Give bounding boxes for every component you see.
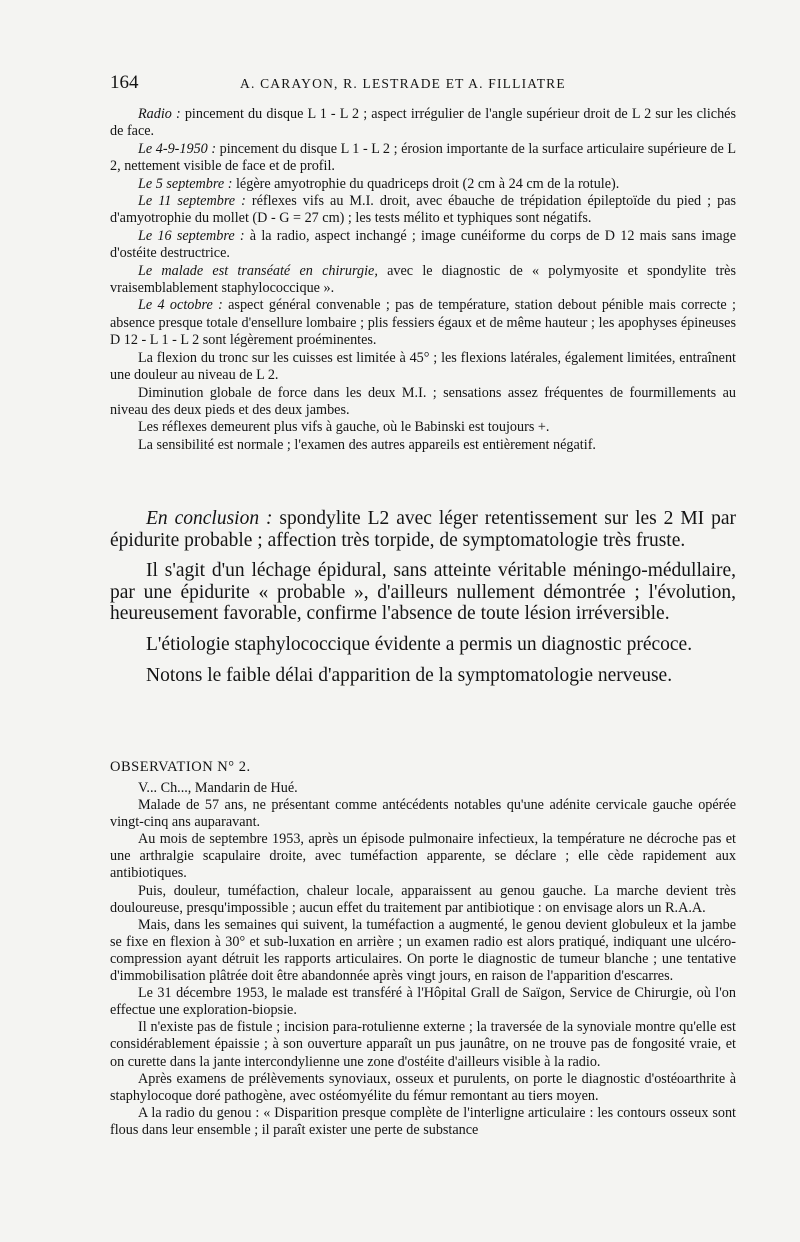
paragraph-text: La sensibilité est normale ; l'examen des autres appareils est entièrement négatif. xyxy=(138,436,596,453)
paragraph-lead: Le 4-9-1950 : xyxy=(138,140,217,157)
paragraph-text: Les réflexes demeurent plus vifs à gauche, où le Babinski est toujours +. xyxy=(138,419,550,436)
paragraph: Après examens de prélèvements synoviaux, osseux et purulents, on porte le diagnostic d'ostéoarthrite à staphylocoque doré pathogène, avec ostéomyélite du fémur remontant au tiers moyen. xyxy=(110,1070,736,1104)
paragraph: Le 31 décembre 1953, le malade est transféré à l'Hôpital Grall de Saïgon, Service de Chirurgie, où l'on effectue une exploration-biopsie. xyxy=(110,985,736,1019)
paragraph-text: avec le diagnostic de « polymyosite et spondylite très vraisemblablement staphylococcique ». xyxy=(110,262,736,297)
paragraph-lead: Le 4 octobre : xyxy=(138,297,223,314)
section-heading: OBSERVATION N° 2. xyxy=(110,759,251,775)
paragraph-text: pincement du disque L 1 - L 2 ; érosion importante de la surface articulaire supérieure de L 2, nettement visible de face et de profil. xyxy=(110,140,736,175)
paragraph xyxy=(110,228,736,263)
paragraph: Malade de 57 ans, ne présentant comme antécédents notables qu'une adénite cervicale gauche opérée vingt-cinq ans auparavant. xyxy=(110,797,736,831)
paragraph-lead: Le 5 septembre : xyxy=(138,175,233,192)
case-notes xyxy=(110,106,736,454)
paragraph xyxy=(110,560,736,625)
paragraph xyxy=(110,634,736,656)
paragraph: Il n'existe pas de fistule ; incision para-rotulienne externe ; la traversée de la synoviale montre qu'elle est considérablement épaissie ; à son ouverture apparaît un pus jaunâtre, on ne trouve pas de fongosité vraie, et on curette dans la jante intercondylienne une zone d'ostéite d'ailleurs visible à la radio. xyxy=(110,1019,736,1070)
paragraph-lead: Le 11 septembre : xyxy=(138,193,246,210)
paragraph xyxy=(110,106,736,141)
paragraph-text: légère amyotrophie du quadriceps droit (2 cm à 24 cm de la rotule). xyxy=(232,175,620,192)
paragraph-text: pincement du disque L 1 - L 2 ; aspect irrégulier de l'angle supérieur droit de L 2 sur les clichés de face. xyxy=(110,106,736,140)
paragraph-text: L'étiologie staphylococcique évidente a permis un diagnostic précoce. xyxy=(146,633,693,655)
paragraph: Mais, dans les semaines qui suivent, la tuméfaction a augmenté, le genou devient globuleux et la jambe se fixe en flexion à 30° et sub-luxation en arrière ; un examen radio est alors pratiqué, indiquant une ulcéro-compression ayant détruit les rapports articulaires. On porte le diagnostic de tumeur blanche ; une tentative d'immobilisation plâtrée doit être abandonnée après vingt jours, en raison de l'apparition d'escarres. xyxy=(110,916,736,985)
paragraph xyxy=(110,437,736,454)
paragraph xyxy=(110,665,736,687)
paragraph-text: aspect général convenable ; pas de température, station debout pénible mais correcte ; absence presque totale d'ensellure lombaire ; plis fessiers égaux et de même hauteur ; les apophyses épineuses D 12 - L 1 - L 2 sont légèrement proéminentes. xyxy=(110,297,736,349)
paragraph: V... Ch..., Mandarin de Hué. xyxy=(138,780,298,796)
conclusion-section xyxy=(110,508,736,695)
paragraph-text: Diminution globale de force dans les deux M.I. ; sensations assez fréquentes de fourmillements au niveau des deux pieds et des deux jambes. xyxy=(110,384,736,418)
paragraph xyxy=(110,508,736,551)
paragraph xyxy=(110,385,736,420)
paragraph xyxy=(110,176,736,193)
running-head: A. CARAYON, R. LESTRADE ET A. FILLIATRE xyxy=(240,76,566,91)
paragraph-text: réflexes vifs au M.I. droit, avec ébauche de trépidation épileptoïde du pied ; pas d'amyotrophie du mollet (D - G = 27 cm) ; les tests mélito et typhiques sont négatifs. xyxy=(110,193,737,227)
paragraph: A la radio du genou : « Disparition presque complète de l'interligne articulaire : les contours osseux sont flous dans leur ensemble ; il paraît exister une perte de substance xyxy=(110,1104,736,1138)
paragraph xyxy=(110,297,736,349)
paragraph xyxy=(110,350,736,385)
paragraph xyxy=(110,263,736,298)
paragraph-lead: En conclusion : xyxy=(146,508,273,529)
paragraph: Au mois de septembre 1953, après un épisode pulmonaire infectieux, la température ne décroche pas et une arthralgie scapulaire droite, avec tuméfaction apparente, se déclare ; elle cède rapidement aux antibiotiques. xyxy=(110,831,736,882)
paragraph-text: Notons le faible délai d'apparition de la symptomatologie nerveuse. xyxy=(146,664,673,686)
paragraph-text: spondylite L2 avec léger retentissement sur les 2 MI par épidurite probable ; affection très torpide, de symptomatologie très fruste. xyxy=(110,508,736,551)
paragraph-text: La flexion du tronc sur les cuisses est limitée à 45° ; les flexions latérales, également limitées, entraînent une douleur au niveau de L 2. xyxy=(110,349,736,384)
paragraph xyxy=(110,141,736,176)
page-header xyxy=(110,72,736,98)
paragraph-lead: Radio : xyxy=(138,106,181,122)
paragraph-text: à la radio, aspect inchangé ; image cunéiforme du corps de D 12 mais sans image d'ostéite destructrice. xyxy=(110,227,736,262)
paragraph-lead: Le 16 septembre : xyxy=(138,227,245,244)
page-number: 164 xyxy=(110,72,139,93)
paragraph xyxy=(110,419,736,436)
observation-body xyxy=(110,780,736,1139)
paragraph xyxy=(110,193,736,228)
paragraph-text: Il s'agit d'un léchage épidural, sans atteinte véritable méningo-médullaire, par une épidurite « probable », d'ailleurs nullement démontrée ; l'évolution, heureusement favorable, confirme l'absence de toute lésion irréversible. xyxy=(110,560,736,625)
paragraph-lead: Le malade est transéaté en chirurgie, xyxy=(138,262,378,279)
paragraph: Puis, douleur, tuméfaction, chaleur locale, apparaissent au genou gauche. La marche devient très douloureuse, presqu'impossible ; aucun effet du traitement par antibiotique : on envisage alors un R.A.A. xyxy=(110,882,736,916)
